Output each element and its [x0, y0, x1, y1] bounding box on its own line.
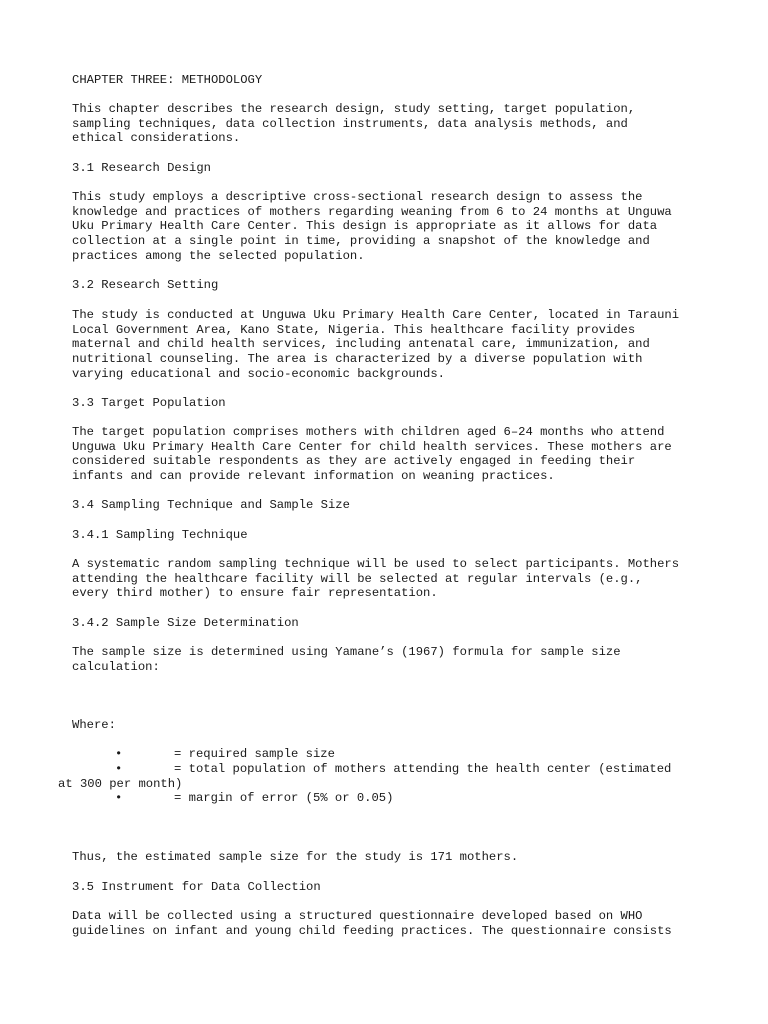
paragraph-line: Uku Primary Health Care Center. This design is appropriate as it allows for data: [72, 219, 658, 234]
bullet-item: = margin of error (5% or 0.05): [174, 791, 394, 805]
paragraph-line: Data will be collected using a structured questionnaire developed based on WHO: [72, 909, 643, 923]
paragraph-line: every third mother) to ensure fair representation.: [72, 586, 438, 601]
bullet-glyph: •: [115, 762, 123, 776]
paragraph-line: considered suitable respondents as they are actively engaged in feeding their: [72, 454, 636, 469]
paragraph-line: Unguwa Uku Primary Health Care Center for child health services. These mothers are: [72, 439, 672, 454]
section-heading-3-4-1: 3.4.1 Sampling Technique: [72, 528, 248, 542]
paragraph-line: practices among the selected population.: [72, 248, 365, 263]
section-heading-3-5: 3.5 Instrument for Data Collection: [72, 880, 321, 894]
section-heading-3-1: 3.1 Research Design: [72, 161, 211, 175]
paragraph-line: attending the healthcare facility will be selected at regular intervals (e.g.,: [72, 571, 643, 586]
intro-line: sampling techniques, data collection instruments, data analysis methods, and: [72, 116, 628, 131]
paragraph-line: collection at a single point in time, providing a snapshot of the knowledge and: [72, 234, 650, 249]
bullet-item-continuation: at 300 per month): [58, 776, 183, 791]
paragraph-line: maternal and child health services, including antenatal care, immunization, and: [72, 337, 650, 352]
paragraph-line: Local Government Area, Kano State, Nigeria. This healthcare facility provides: [72, 322, 636, 337]
paragraph-line: knowledge and practices of mothers regarding weaning from 6 to 24 months at Unguwa: [72, 204, 672, 219]
paragraph-line: infants and can provide relevant information on weaning practices.: [72, 469, 555, 484]
paragraph-line: calculation:: [72, 659, 160, 674]
bullet-glyph: •: [115, 791, 123, 805]
paragraph-line: nutritional counseling. The area is characterized by a diverse population with: [72, 352, 643, 367]
paragraph-line: varying educational and socio-economic backgrounds.: [72, 366, 445, 381]
section-heading-3-2: 3.2 Research Setting: [72, 278, 219, 292]
where-label: Where:: [72, 718, 116, 732]
paragraph-line: This study employs a descriptive cross-sectional research design to assess the: [72, 190, 643, 204]
bullet-item: = required sample size: [174, 747, 335, 761]
section-heading-3-4-2: 3.4.2 Sample Size Determination: [72, 616, 299, 630]
bullet-glyph: •: [115, 747, 123, 761]
intro-line: ethical considerations.: [72, 131, 241, 146]
paragraph-line: A systematic random sampling technique will be used to select participants. Mothers: [72, 557, 680, 571]
intro-line: This chapter describes the research design, study setting, target population,: [72, 102, 636, 116]
section-heading-3-3: 3.3 Target Population: [72, 396, 226, 410]
bullet-item: = total population of mothers attending the health center (estimated: [174, 762, 672, 776]
chapter-title: CHAPTER THREE: METHODOLOGY: [72, 73, 263, 87]
paragraph-line: The study is conducted at Unguwa Uku Primary Health Care Center, located in Tarauni: [72, 308, 680, 322]
paragraph-line: guidelines on infant and young child feeding practices. The questionnaire consists: [72, 923, 672, 938]
section-heading-3-4: 3.4 Sampling Technique and Sample Size: [72, 498, 350, 512]
conclusion-line: Thus, the estimated sample size for the study is 171 mothers.: [72, 850, 519, 864]
paragraph-line: The sample size is determined using Yamane’s (1967) formula for sample size: [72, 645, 621, 659]
paragraph-line: The target population comprises mothers with children aged 6–24 months who attend: [72, 425, 665, 439]
